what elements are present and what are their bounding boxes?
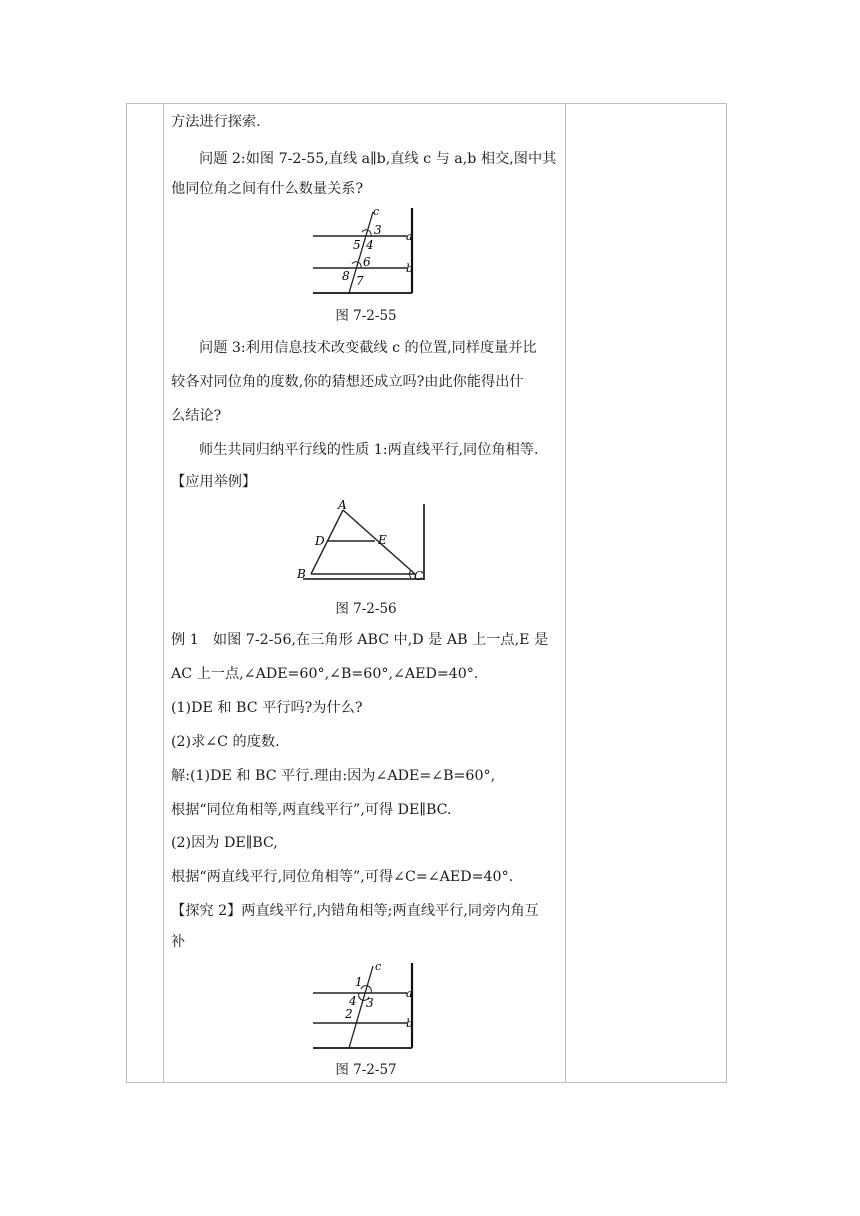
point-label-D: D (315, 534, 325, 548)
angle-label-6: 6 (363, 255, 371, 269)
angle-label-5: 5 (353, 238, 361, 252)
label-b: b (406, 262, 414, 275)
property-1-summary: 师生共同归纳平行线的性质 1:两直线平行,同位角相等. (199, 442, 539, 458)
angle-label-7: 7 (356, 274, 364, 288)
point-label-E: E (378, 533, 387, 547)
example-1-question-2: (2)求∠C 的度数. (171, 734, 280, 750)
figure-caption-7-2-56: 图 7-2-56 (335, 601, 397, 617)
angle-label-3: 3 (366, 996, 374, 1010)
vertex-label-A: A (338, 500, 347, 512)
example-1-question-1: (1)DE 和 BC 平行吗?为什么? (171, 700, 363, 716)
angle-label-4: 4 (366, 238, 374, 252)
lesson-table (126, 103, 727, 1083)
question-3-line-3: 么结论? (171, 408, 222, 424)
angle-label-8: 8 (342, 269, 350, 283)
figure-caption-7-2-57: 图 7-2-57 (335, 1062, 397, 1078)
solution-line-3: (2)因为 DE∥BC, (171, 835, 278, 851)
angle-label-2: 2 (345, 1007, 353, 1021)
question-2-line-2: 他同位角之间有什么数量关系? (171, 181, 364, 197)
table-column-divider-left (163, 104, 164, 1082)
table-column-divider-right (565, 104, 566, 1082)
solution-line-4: 根据“两直线平行,同位角相等”,可得∠C=∠AED=40°. (171, 869, 514, 885)
angle-label-4: 4 (349, 994, 357, 1008)
solution-line-2: 根据“同位角相等,两直线平行”,可得 DE∥BC. (171, 802, 452, 818)
question-3-line-2: 较各对同位角的度数,你的猜想还成立吗?由此你能得出什 (171, 374, 524, 390)
angle-label-3: 3 (374, 223, 382, 237)
figure-7-2-57 (311, 960, 421, 1052)
label-a: a (406, 987, 413, 1000)
exploration-2-line-2: 补 (171, 934, 186, 950)
solution-line-1: 解:(1)DE 和 BC 平行.理由:因为∠ADE=∠B=60°, (171, 768, 496, 784)
vertex-label-B: B (297, 567, 306, 581)
label-b: b (406, 1017, 414, 1030)
angle-label-1: 1 (355, 975, 363, 989)
label-c: c (375, 960, 382, 973)
figure-caption-7-2-55: 图 7-2-55 (335, 308, 397, 324)
example-1-line-1: 例 1 如图 7-2-56,在三角形 ABC 中,D 是 AB 上一点,E 是 (171, 632, 549, 648)
text-line: 方法进行探索. (171, 114, 261, 130)
figure-7-2-56 (295, 500, 435, 584)
question-2-line-1: 问题 2:如图 7-2-55,直线 a∥b,直线 c 与 a,b 相交,图中其 (199, 151, 557, 167)
figure-7-2-55 (311, 205, 421, 297)
label-c: c (373, 205, 380, 218)
label-a: a (406, 230, 413, 243)
example-1-line-2: AC 上一点,∠ADE=60°,∠B=60°,∠AED=40°. (171, 666, 479, 682)
question-3-line-1: 问题 3:利用信息技术改变截线 c 的位置,同样度量并比 (199, 340, 537, 356)
vertex-label-C: C (414, 569, 424, 583)
section-heading-application: 【应用举例】 (171, 474, 257, 490)
exploration-2-line-1: 【探究 2】两直线平行,内错角相等;两直线平行,同旁内角互 (171, 903, 539, 919)
